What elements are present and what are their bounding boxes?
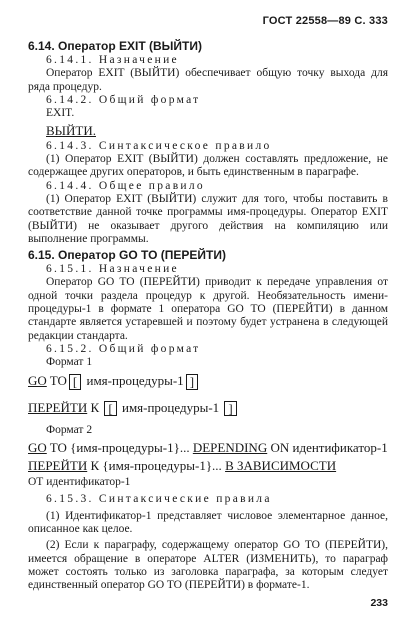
section-6-15-title: 6.15. Оператор GO TO (ПЕРЕЙТИ): [28, 248, 226, 263]
document-body: [28, 40, 388, 593]
format-1-label: Формат 1: [46, 356, 93, 369]
format-1-ru-bracket-open: [: [104, 401, 116, 417]
section-6-15-1-text: Оператор GO TO (ПЕРЕЙТИ) приводит к передаче управления от одной точки раздела процедур к другой. Необязательность имени-процедуры-1 в формате 1 оператора GO TO (ПЕРЕЙТИ) в данном стандарте является устаревшей и поэтому будет устранена в следующей редакции стандарта.: [28, 276, 388, 342]
format-2-ru-depending-keyword: В ЗАВИСИМОСТИ: [225, 457, 337, 473]
section-6-14-title: 6.14. Оператор EXIT (ВЫЙТИ): [28, 39, 202, 53]
section-6-14-1-title: 6.14.1. Назначение: [46, 53, 179, 66]
format-1-to-keyword: TO: [49, 372, 67, 388]
section-6-14-3-text: (1) Оператор EXIT (ВЫЙТИ) должен составлять предложение, не содержащее других операторов, и быть единственным в параграфе.: [28, 152, 388, 179]
section-6-15-1-title: 6.15.1. Назначение: [46, 263, 179, 276]
format-1-optional-bracket-close: ]: [186, 374, 198, 390]
section-6-14-3-title: 6.14.3. Синтаксическое правило: [46, 139, 272, 152]
format-2-line-ru: [28, 458, 388, 473]
section-6-14-1-text: Оператор EXIT (ВЫЙТИ) обеспечивает общую точку выхода для ряда процедур.: [28, 67, 388, 93]
section-6-14-4-title: 6.14.4. Общее правило: [46, 179, 205, 192]
section-6-15-2-title: 6.15.2. Общий формат: [46, 343, 201, 356]
format-1-ru-procedure-name: имя-процедуры-1: [121, 399, 220, 415]
format-2-ru-identifier-line: ОТ идентификатор-1: [28, 475, 131, 488]
format-2-depending-keyword: DEPENDING: [192, 439, 268, 455]
format-1-ru-bracket-close: ]: [224, 401, 236, 417]
format-1-ru-go-keyword: ПЕРЕЙТИ: [28, 399, 88, 415]
format-1-ru-k-keyword: К: [90, 399, 100, 415]
section-6-15-3-rule-1: (1) Идентификатор-1 представляет числовое элементарное данное, описанное как целое.: [28, 509, 388, 535]
format-2-line-en: [28, 440, 388, 455]
format-2-procedure-list: {имя-процедуры-1}...: [70, 439, 190, 455]
format-2-ru-go-keyword: ПЕРЕЙТИ: [28, 457, 88, 473]
format-1-go-keyword: GO: [28, 372, 47, 388]
format-2-identifier: идентификатор-1: [292, 439, 388, 455]
section-6-15-3-title: 6.15.3. Синтаксические правила: [46, 493, 272, 506]
section-6-14-2-title: 6.14.2. Общий формат: [46, 93, 201, 106]
format-exit: EXIT.: [46, 107, 75, 120]
format-vyiti: [28, 123, 388, 138]
format-1-line-en: [28, 373, 388, 390]
page-number: 233: [370, 597, 388, 609]
format-vyiti-keyword: ВЫЙТИ.: [46, 122, 96, 138]
section-6-14-4-text: (1) Оператор EXIT (ВЫЙТИ) служит для того, чтобы поставить в соответствие данной точке программы имя-процедуры. Оператор EXIT (ВЫЙТИ) не оказывает другого действия на компиляцию или выполнение программы.: [28, 192, 388, 245]
format-1-procedure-name: имя-процедуры-1: [86, 372, 184, 388]
format-2-ru-k-keyword: К: [90, 457, 100, 473]
format-2-label: Формат 2: [46, 424, 93, 437]
format-1-optional-bracket-open: [: [69, 374, 81, 390]
format-2-go-keyword: GO: [28, 439, 47, 455]
format-2-ru-procedure-list: {имя-процедуры-1}...: [102, 457, 222, 473]
format-2-to-keyword: TO: [49, 439, 67, 455]
format-2-on-keyword: ON: [270, 439, 290, 455]
format-1-line-ru: [28, 400, 388, 417]
running-header: ГОСТ 22558—89 С. 333: [262, 15, 388, 27]
section-6-15-3-rule-2: (2) Если к параграфу, содержащему оператор GO TO (ПЕРЕЙТИ), имеется обращение в операторе ALTER (ИЗМЕНИТЬ), то параграф может состоять только из заголовка параграфа, за которым следует единственный оператор GO TO (ПЕРЕЙТИ) в формате-1.: [28, 539, 388, 592]
